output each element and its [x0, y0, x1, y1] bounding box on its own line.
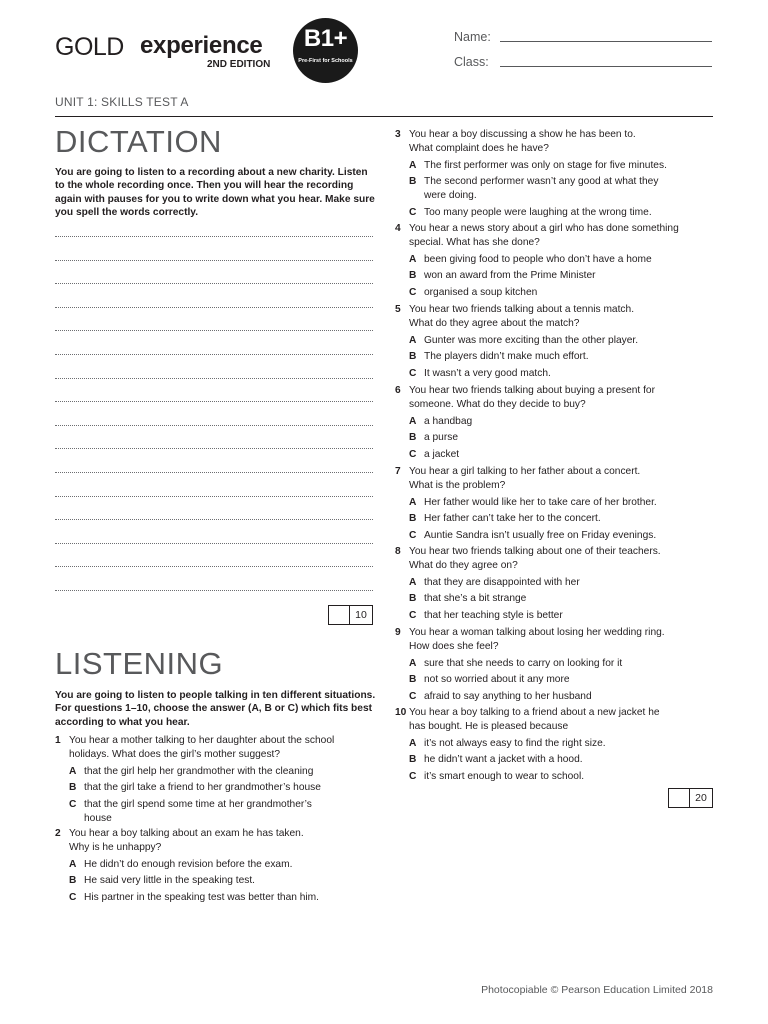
option-text: He said very little in the speaking test.: [84, 875, 256, 887]
option-text: he didn’t want a jacket with a hood.: [424, 754, 583, 766]
dictation-answer-line[interactable]: [55, 566, 373, 567]
option-letter: C: [409, 771, 417, 783]
dictation-answer-line[interactable]: [55, 354, 373, 355]
option-text: Too many people were laughing at the wrong time.: [424, 206, 652, 218]
question-number: 2: [55, 828, 61, 839]
listening-max-score: 20: [695, 792, 707, 804]
option-text: It wasn’t a very good match.: [424, 368, 551, 380]
option-letter: B: [69, 782, 77, 794]
option-letter: C: [409, 530, 417, 542]
option-letter: A: [409, 334, 417, 346]
option-letter: C: [409, 206, 417, 218]
class-label: Class:: [454, 55, 489, 69]
option-letter: B: [69, 875, 77, 887]
option-text: The first performer was only on stage for five minutes.: [424, 159, 667, 171]
name-label: Name:: [454, 30, 491, 44]
option-letter: A: [409, 576, 417, 588]
option-text: that the girl help her grandmother with the cleaning: [84, 765, 314, 777]
question-number: 3: [395, 129, 401, 140]
option-letter: A: [409, 496, 417, 508]
dictation-answer-line[interactable]: [55, 519, 373, 520]
option-letter: C: [409, 368, 417, 380]
option-letter: C: [69, 799, 77, 811]
option-letter: B: [409, 351, 417, 363]
option-text: a handbag: [424, 415, 473, 427]
dictation-answer-line[interactable]: [55, 543, 373, 544]
option-text: that she’s a bit strange: [424, 593, 527, 605]
option-letter: B: [409, 593, 417, 605]
question-number: 10: [395, 707, 407, 718]
option-text: Gunter was more exciting than the other player.: [424, 334, 639, 346]
dictation-answer-line[interactable]: [55, 378, 373, 379]
option-text: been giving food to people who don’t have a home: [424, 253, 652, 265]
name-field[interactable]: [500, 41, 712, 42]
logo-gold-text: GOLD: [55, 33, 124, 61]
option-letter: A: [409, 657, 417, 669]
option-text: Auntie Sandra isn’t usually free on Friday evenings.: [424, 530, 657, 542]
dictation-answer-line[interactable]: [55, 472, 373, 473]
option-text: a purse: [424, 432, 458, 444]
question-text: You hear a woman talking about losing her wedding ring. How does she feel?: [409, 627, 665, 652]
option-letter: A: [409, 415, 417, 427]
option-text: a jacket: [424, 449, 460, 461]
option-letter: C: [409, 610, 417, 622]
option-text: afraid to say anything to her husband: [424, 691, 592, 703]
listening-score-box: [668, 788, 713, 808]
option-text: not so worried about it any more: [424, 674, 570, 686]
option-letter: C: [409, 287, 417, 299]
dictation-answer-line[interactable]: [55, 283, 373, 284]
option-letter: C: [409, 691, 417, 703]
question-text: You hear a mother talking to her daughter about the school holidays. What does the girl’s mother suggest?: [69, 735, 335, 760]
option-text: that they are disappointed with her: [424, 576, 580, 588]
option-text: that the girl spend some time at her grandmother’s house: [84, 799, 312, 824]
dictation-answer-line[interactable]: [55, 260, 373, 261]
option-text: He didn’t do enough revision before the exam.: [84, 858, 293, 870]
option-letter: C: [409, 449, 417, 461]
dictation-instructions: You are going to listen to a recording about a new charity. Listen to the whole recording once. Then you will hear the recording again with pauses for you to write down what you hear. Make sure you spell the words correctly.: [55, 167, 375, 219]
option-letter: B: [409, 432, 417, 444]
question-text: You hear two friends talking about one of their teachers. What do they agree on?: [409, 546, 661, 571]
option-text: His partner in the speaking test was better than him.: [84, 892, 319, 904]
option-letter: A: [69, 765, 77, 777]
option-letter: A: [409, 253, 417, 265]
option-letter: C: [69, 892, 77, 904]
option-text: Her father can’t take her to the concert.: [424, 513, 601, 525]
option-letter: B: [409, 176, 417, 188]
dictation-title: DICTATION: [55, 124, 222, 159]
question-number: 7: [395, 466, 401, 477]
dictation-answer-line[interactable]: [55, 590, 373, 591]
option-text: won an award from the Prime Minister: [424, 270, 596, 282]
question-number: 5: [395, 304, 401, 315]
level-badge: [293, 18, 358, 83]
option-letter: A: [409, 737, 417, 749]
question-text: You hear a boy talking about an exam he has taken. Why is he unhappy?: [69, 828, 304, 853]
logo-experience-text: experience: [140, 32, 263, 59]
listening-title: LISTENING: [55, 646, 224, 681]
question-number: 6: [395, 385, 401, 396]
option-letter: A: [69, 858, 77, 870]
question-text: You hear a boy talking to a friend about a new jacket he has bought. He is pleased because: [409, 707, 660, 732]
dictation-answer-line[interactable]: [55, 330, 373, 331]
option-letter: B: [409, 674, 417, 686]
option-letter: B: [409, 270, 417, 282]
option-text: organised a soup kitchen: [424, 287, 538, 299]
dictation-answer-line[interactable]: [55, 448, 373, 449]
question-text: You hear two friends talking about buying a present for someone. What do they decide to buy?: [409, 385, 655, 410]
option-text: Her father would like her to take care of her brother.: [424, 496, 657, 508]
question-number: 1: [55, 735, 61, 746]
question-number: 9: [395, 627, 401, 638]
option-letter: A: [409, 159, 417, 171]
option-letter: B: [409, 754, 417, 766]
question-text: You hear a girl talking to her father about a concert. What is the problem?: [409, 466, 641, 491]
level-code: B1+: [303, 25, 348, 52]
dictation-answer-line[interactable]: [55, 307, 373, 308]
question-text: You hear two friends talking about a tennis match. What do they agree about the match?: [409, 304, 635, 329]
dictation-max-score: 10: [355, 609, 367, 621]
dictation-score-box: [328, 605, 373, 625]
option-text: The second performer wasn’t any good at what they were doing.: [424, 176, 659, 201]
option-text: The players didn’t make much effort.: [424, 351, 589, 363]
dictation-answer-line[interactable]: [55, 425, 373, 426]
copyright-footer: Photocopiable © Pearson Education Limited 2018: [481, 984, 713, 996]
unit-label: UNIT 1: SKILLS TEST A: [55, 95, 189, 109]
question-text: You hear a boy discussing a show he has been to. What complaint does he have?: [409, 129, 636, 154]
option-letter: B: [409, 513, 417, 525]
listening-instructions: You are going to listen to people talking in ten different situations. For questions 1–10, choose the answer (A, B or C) which fits best according to what you hear.: [55, 690, 376, 728]
dictation-answer-line[interactable]: [55, 236, 373, 237]
dictation-answer-line[interactable]: [55, 496, 373, 497]
question-text: You hear a news story about a girl who has done something special. What has she done?: [409, 223, 679, 248]
question-number: 4: [395, 223, 401, 234]
level-subtitle: Pre-First for Schools: [298, 58, 353, 64]
option-text: that her teaching style is better: [424, 610, 563, 622]
question-number: 8: [395, 546, 401, 557]
option-text: that the girl take a friend to her grandmother’s house: [84, 782, 321, 794]
header-divider: [55, 116, 713, 117]
class-field[interactable]: [500, 66, 712, 67]
logo-edition-text: 2ND EDITION: [207, 59, 271, 70]
option-text: sure that she needs to carry on looking for it: [424, 657, 623, 669]
option-text: it’s not always easy to find the right size.: [424, 737, 606, 749]
option-text: it’s smart enough to wear to school.: [424, 771, 585, 783]
dictation-answer-line[interactable]: [55, 401, 373, 402]
